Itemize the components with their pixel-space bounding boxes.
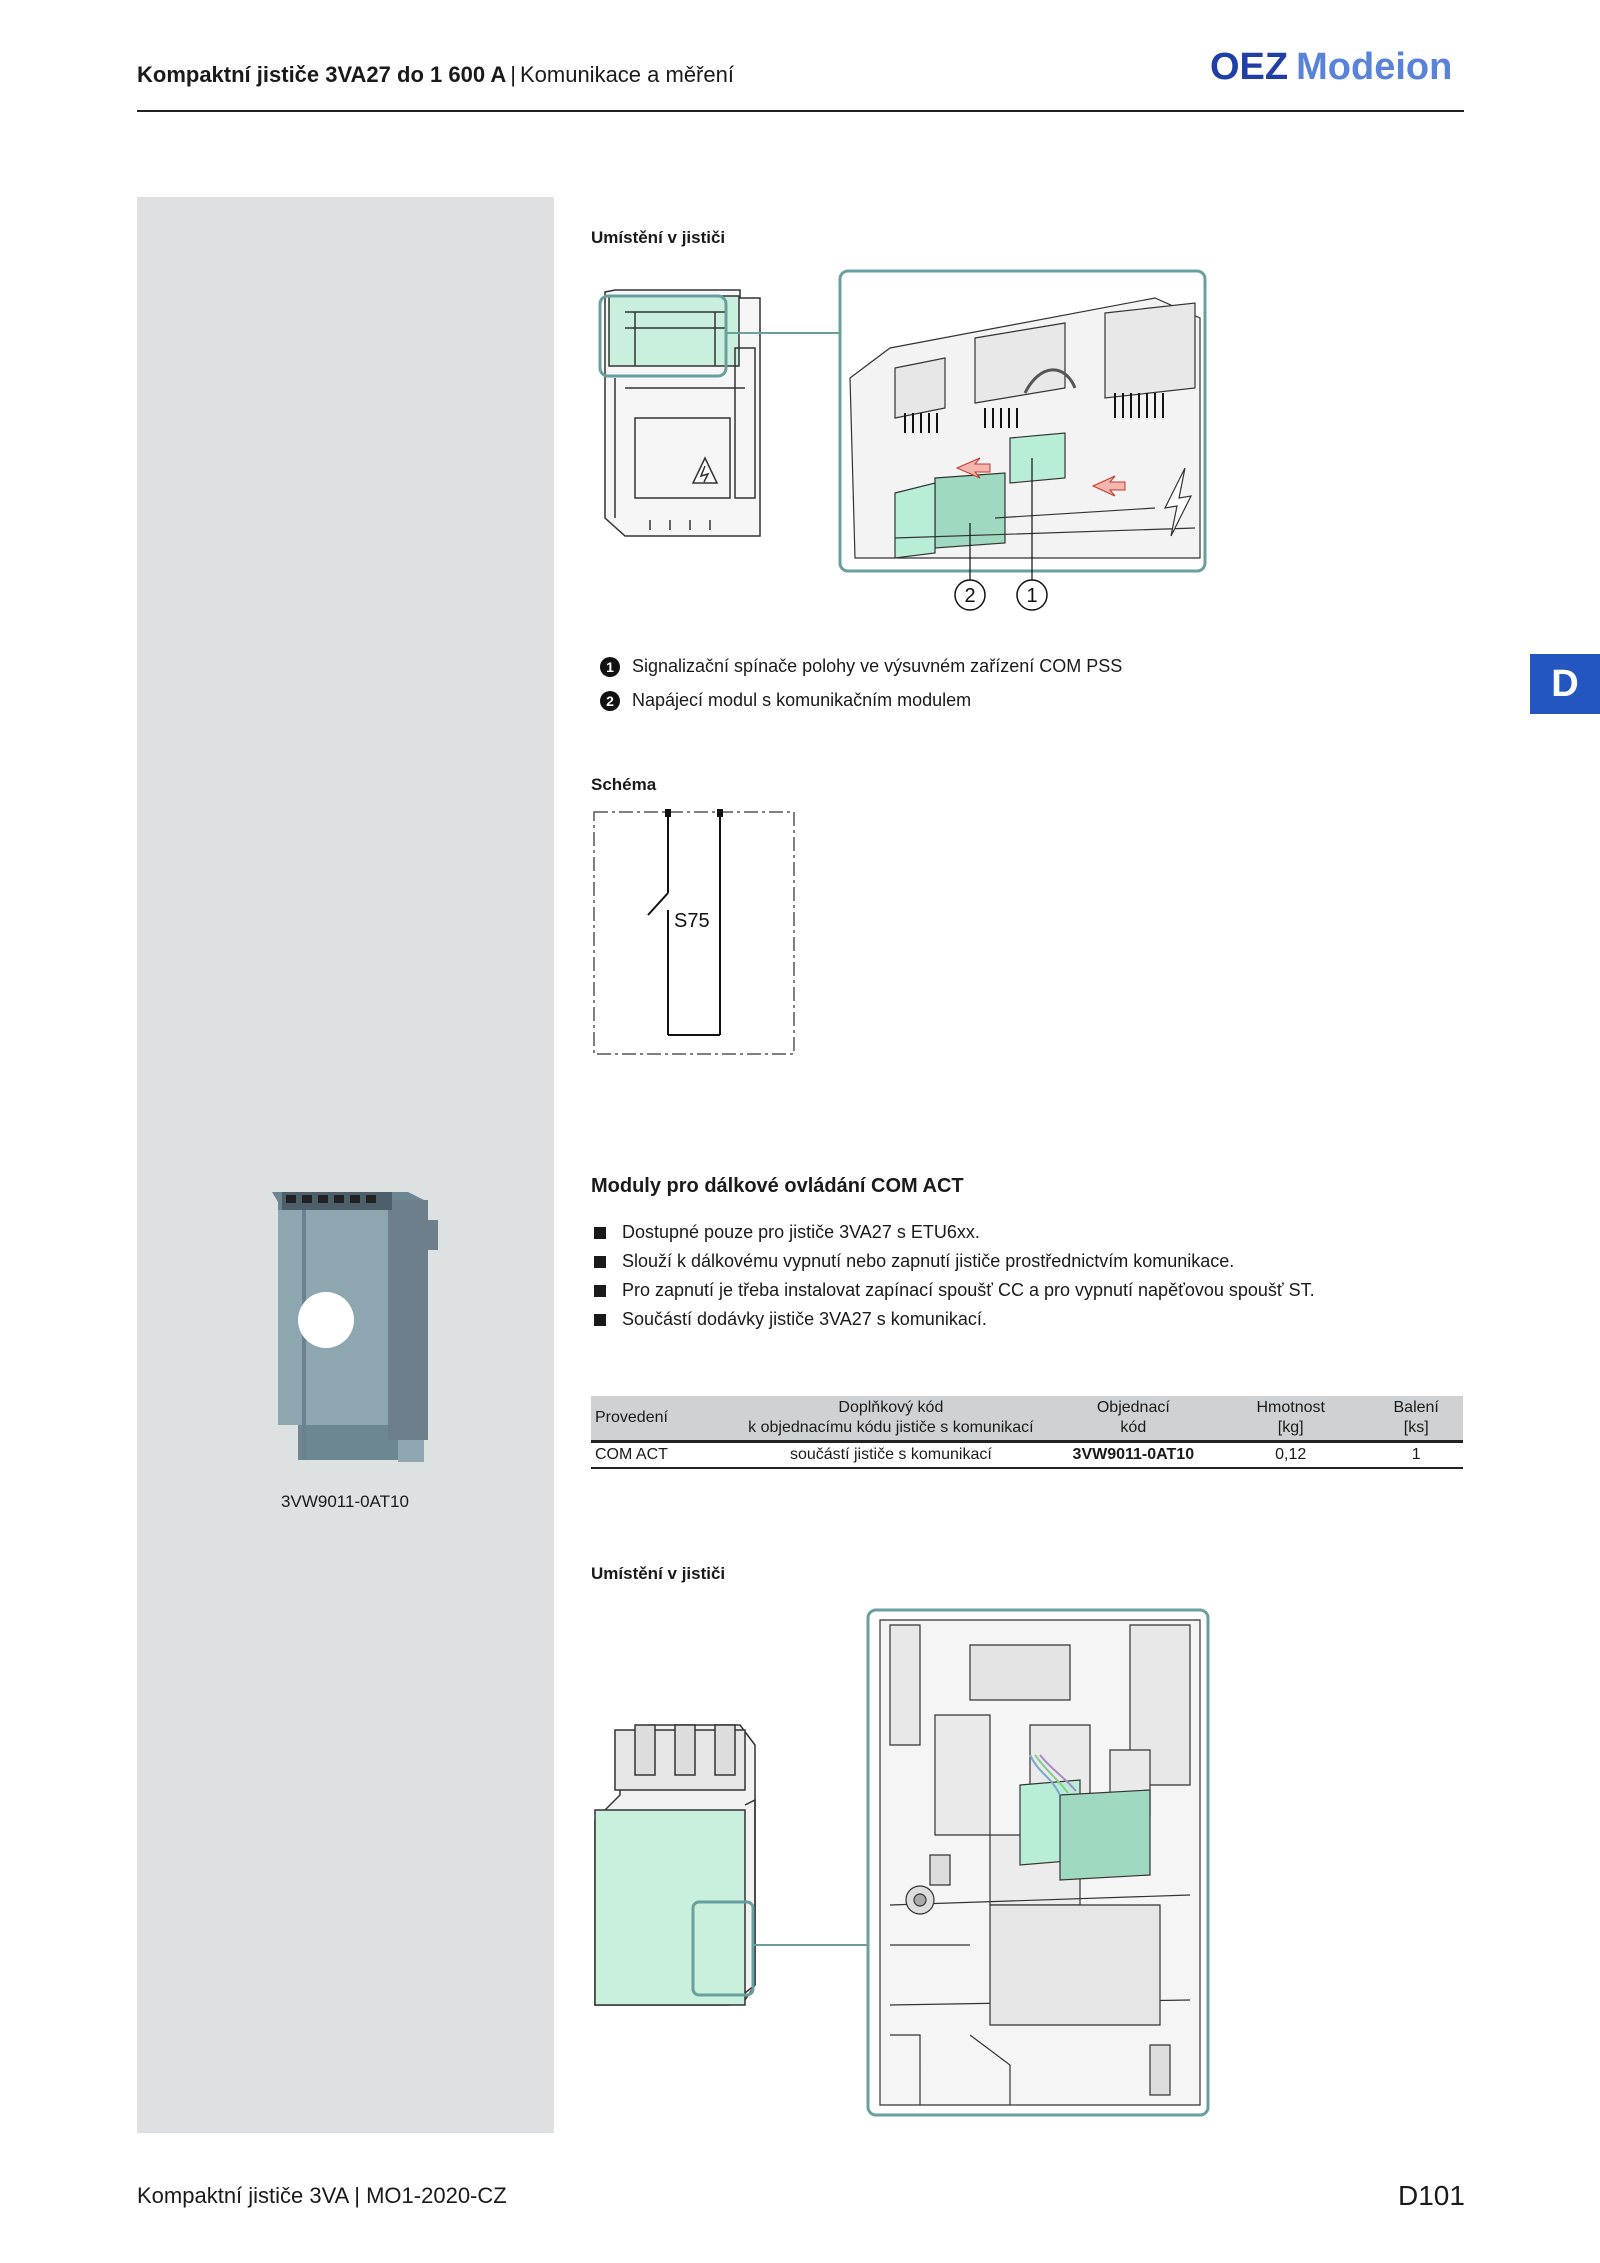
figure-placement-com-pss [595, 268, 1215, 638]
feature-item: Dostupné pouze pro jističe 3VA27 s ETU6xx. [591, 1218, 1315, 1247]
module-heading: Moduly pro dálkové ovládání COM ACT [591, 1175, 964, 1197]
cell-weight: 0,12 [1212, 1442, 1369, 1469]
header-title-sub: Komunikace a měření [519, 62, 734, 87]
col-variant: Provedení [591, 1396, 727, 1442]
col-order-code: Objednací kód [1055, 1396, 1212, 1442]
order-table [591, 1396, 1463, 1469]
col-pack: Balení [ks] [1369, 1396, 1463, 1442]
placement-heading: Umístění v jističi [591, 228, 726, 247]
product-image-com-act [258, 1180, 438, 1480]
callout-1-label: 1 [1026, 585, 1038, 607]
side-panel [137, 197, 554, 2133]
header-title-main: Kompaktní jističe 3VA27 do 1 600 A [137, 62, 507, 87]
footer-left [137, 2183, 507, 2209]
col-suffix: Doplňkový kód k objednacímu kódu jističe s komunikací [727, 1396, 1055, 1442]
feature-item: Pro zapnutí je třeba instalovat zapínací spoušť CC a pro vypnutí napěťovou spoušť ST. [591, 1276, 1315, 1305]
footer-code: MO1-2020-CZ [366, 2183, 507, 2208]
breaker-overview-2 [595, 1725, 755, 2005]
page-number: D101 [1398, 2180, 1465, 2211]
footer-separator: | [354, 2183, 360, 2208]
placement-heading-2: Umístění v jističi [591, 1564, 726, 1583]
header-divider [137, 110, 1464, 112]
header-title [137, 62, 734, 88]
legend-item [600, 690, 971, 711]
callout-2-label: 2 [964, 585, 976, 607]
cell-pack: 1 [1369, 1442, 1463, 1469]
legend-number: 2 [600, 691, 620, 711]
cell-order-code: 3VW9011-0AT10 [1055, 1442, 1212, 1469]
schema-frame [594, 812, 794, 1054]
legend-text: Napájecí modul s komunikačním modulem [632, 690, 972, 710]
feature-item: Slouží k dálkovému vypnutí nebo zapnutí jističe prostřednictvím komunikace. [591, 1247, 1315, 1276]
legend-text: Signalizační spínače polohy ve výsuvném zařízení COM PSS [632, 656, 1123, 676]
product-caption: 3VW9011-0AT10 [281, 1492, 409, 1511]
logo-product: Modeion [1296, 46, 1453, 88]
legend-item [600, 656, 1122, 677]
footer-catalog: Kompaktní jističe 3VA [137, 2183, 349, 2208]
brand-logo [1210, 46, 1452, 89]
schema-heading: Schéma [591, 775, 657, 794]
feature-list [591, 1218, 1315, 1334]
header-separator: | [510, 62, 516, 87]
breaker-overview [605, 290, 760, 536]
schema-diagram [590, 805, 800, 1055]
table-header-row [591, 1396, 1463, 1442]
cell-suffix: součástí jističe s komunikací [727, 1442, 1055, 1469]
section-tab[interactable]: D [1530, 654, 1600, 714]
legend-number: 1 [600, 657, 620, 677]
logo-brand: OEZ [1210, 46, 1289, 88]
detail-drawing-2 [880, 1620, 1200, 2105]
table-row [591, 1442, 1463, 1469]
cell-variant: COM ACT [591, 1442, 727, 1469]
feature-item: Součástí dodávky jističe 3VA27 s komunikací. [591, 1305, 1315, 1334]
col-weight: Hmotnost [kg] [1212, 1396, 1369, 1442]
switch-label: S75 [674, 910, 710, 932]
figure-placement-com-act [590, 1605, 1215, 2120]
